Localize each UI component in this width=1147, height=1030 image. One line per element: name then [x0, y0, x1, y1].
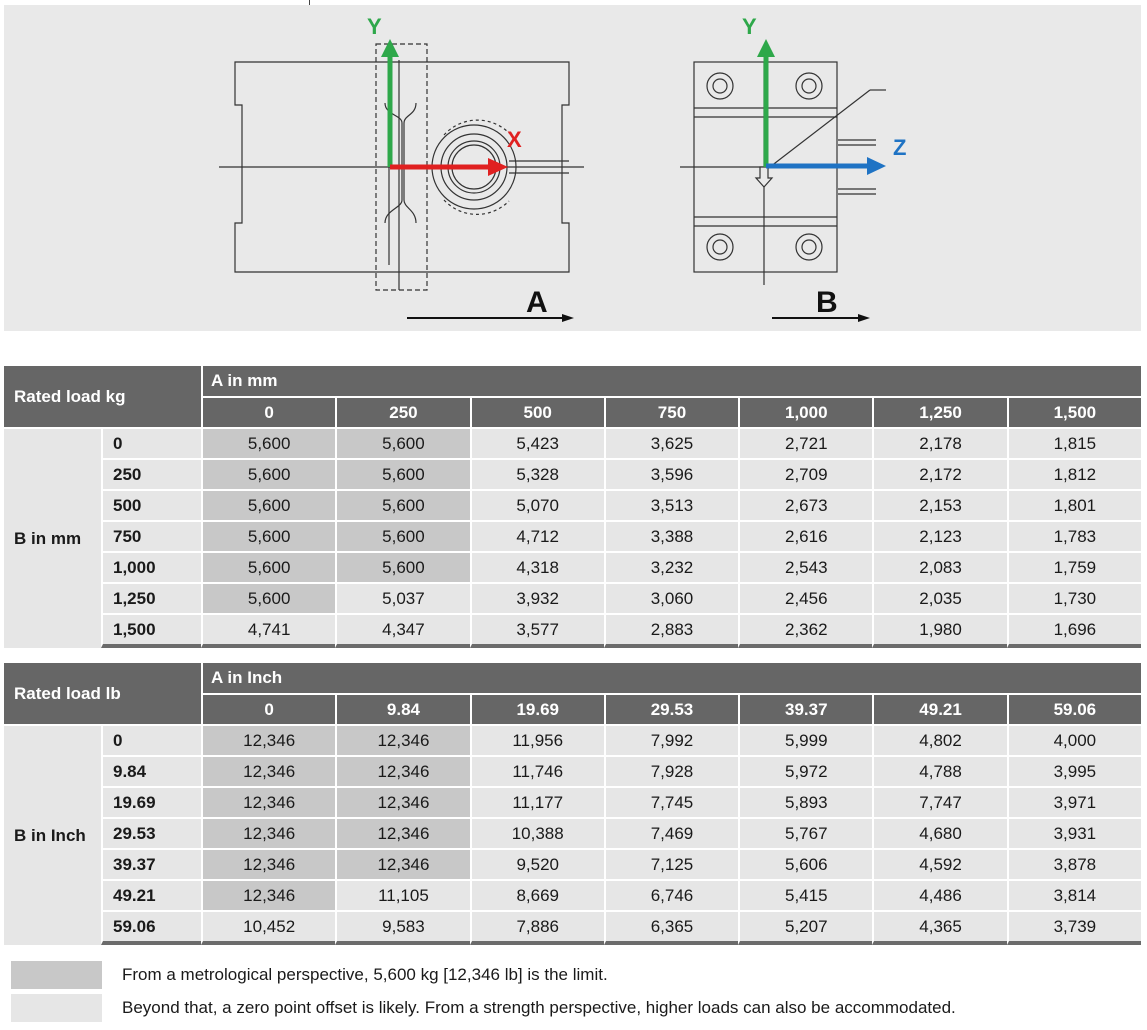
- table-cell: 1,730: [1007, 582, 1141, 613]
- y-axis-arrow-b: [757, 39, 775, 167]
- table-cell: 10,452: [201, 910, 335, 945]
- table-cell: 12,346: [335, 724, 469, 755]
- table-cell: 12,346: [201, 724, 335, 755]
- table-cell: 5,600: [335, 458, 469, 489]
- column-header: 1,250: [872, 396, 1006, 427]
- table-cell: 4,802: [872, 724, 1006, 755]
- table-cell: 1,759: [1007, 551, 1141, 582]
- column-header: 250: [335, 396, 469, 427]
- table-cell: 5,606: [738, 848, 872, 879]
- table-cell: 2,721: [738, 427, 872, 458]
- table-cell: 5,600: [335, 427, 469, 458]
- table-cell: 5,600: [201, 458, 335, 489]
- z-axis-arrow-b: [766, 157, 886, 175]
- table-cell: 12,346: [335, 755, 469, 786]
- table-cell: 4,486: [872, 879, 1006, 910]
- table-cell: 3,971: [1007, 786, 1141, 817]
- table-cell: 3,931: [1007, 817, 1141, 848]
- table-cell: 10,388: [470, 817, 604, 848]
- table-cell: 11,177: [470, 786, 604, 817]
- label-z-b: Z: [893, 135, 907, 160]
- table-cell: 7,747: [872, 786, 1006, 817]
- load-direction-figure: [4, 5, 1141, 331]
- table-cell: 3,232: [604, 551, 738, 582]
- label-x-a: X: [507, 127, 522, 152]
- table-cell: 3,932: [470, 582, 604, 613]
- direction-arrow-a: [407, 314, 574, 322]
- table-cell: 4,712: [470, 520, 604, 551]
- table-cell: 11,956: [470, 724, 604, 755]
- table-cell: 5,423: [470, 427, 604, 458]
- table-cell: 5,999: [738, 724, 872, 755]
- table-cell: 3,878: [1007, 848, 1141, 879]
- corner-header: Rated load lb: [4, 663, 201, 724]
- table-row: [4, 786, 1141, 817]
- table-cell: 5,600: [335, 551, 469, 582]
- table-cell: 1,801: [1007, 489, 1141, 520]
- table-row: [4, 910, 1141, 945]
- table-cell: 5,600: [201, 551, 335, 582]
- legend-text-offset: Beyond that, a zero point offset is likely. From a strength perspective, higher loads can also be accommodated.: [122, 998, 956, 1017]
- table-cell: 4,592: [872, 848, 1006, 879]
- table-row: [4, 879, 1141, 910]
- label-view-b: B: [816, 286, 838, 319]
- table-cell: 1,980: [872, 613, 1006, 648]
- table-cell: 3,577: [470, 613, 604, 648]
- row-header: 0: [101, 724, 201, 755]
- table-row: [4, 551, 1141, 582]
- table-row: [4, 613, 1141, 648]
- corner-header: Rated load kg: [4, 366, 201, 427]
- table-row: [4, 848, 1141, 879]
- table-cell: 6,746: [604, 879, 738, 910]
- table-cell: 5,207: [738, 910, 872, 945]
- row-header: 9.84: [101, 755, 201, 786]
- table-cell: 12,346: [201, 755, 335, 786]
- table-cell: 12,346: [201, 817, 335, 848]
- column-header: 500: [470, 396, 604, 427]
- legend-text-limit: From a metrological perspective, 5,600 kg [12,346 lb] is the limit.: [122, 965, 608, 984]
- column-header: 1,000: [738, 396, 872, 427]
- row-header: 29.53: [101, 817, 201, 848]
- table-cell: 5,328: [470, 458, 604, 489]
- table-cell: 12,346: [335, 817, 469, 848]
- table-row: [4, 427, 1141, 458]
- table-cell: 3,060: [604, 582, 738, 613]
- table-cell: 12,346: [201, 848, 335, 879]
- table-cell: 5,600: [201, 427, 335, 458]
- row-header: 39.37: [101, 848, 201, 879]
- technical-drawing: [4, 5, 1141, 331]
- table-cell: 7,125: [604, 848, 738, 879]
- table-cell: 5,415: [738, 879, 872, 910]
- column-header: 19.69: [470, 693, 604, 724]
- table-cell: 8,669: [470, 879, 604, 910]
- a-axis-header: A in Inch: [201, 663, 1141, 693]
- table-cell: 2,172: [872, 458, 1006, 489]
- table-cell: 12,346: [335, 848, 469, 879]
- table-cell: 4,365: [872, 910, 1006, 945]
- table-cell: 3,625: [604, 427, 738, 458]
- table-cell: 2,178: [872, 427, 1006, 458]
- table-cell: 3,739: [1007, 910, 1141, 945]
- column-header: 29.53: [604, 693, 738, 724]
- table-cell: 3,388: [604, 520, 738, 551]
- table-cell: 1,815: [1007, 427, 1141, 458]
- column-header: 59.06: [1007, 693, 1141, 724]
- label-view-a: A: [526, 286, 548, 319]
- table-cell: 5,600: [335, 489, 469, 520]
- column-header: 750: [604, 396, 738, 427]
- table-cell: 5,070: [470, 489, 604, 520]
- table-cell: 7,745: [604, 786, 738, 817]
- table-cell: 5,600: [335, 520, 469, 551]
- legend-swatch-limit: [11, 961, 102, 989]
- table-cell: 2,362: [738, 613, 872, 648]
- table-cell: 5,600: [201, 582, 335, 613]
- a-axis-header: A in mm: [201, 366, 1141, 396]
- table-cell: 2,083: [872, 551, 1006, 582]
- row-header: 250: [101, 458, 201, 489]
- row-header: 1,500: [101, 613, 201, 648]
- table-cell: 12,346: [201, 786, 335, 817]
- rated-load-kg-table: [4, 366, 1141, 648]
- row-header: 750: [101, 520, 201, 551]
- table-cell: 3,596: [604, 458, 738, 489]
- column-header: 0: [201, 396, 335, 427]
- table-cell: 1,696: [1007, 613, 1141, 648]
- row-header: 19.69: [101, 786, 201, 817]
- table-row: [4, 520, 1141, 551]
- table-cell: 4,788: [872, 755, 1006, 786]
- table-cell: 7,886: [470, 910, 604, 945]
- table-row: [4, 817, 1141, 848]
- column-header: 49.21: [872, 693, 1006, 724]
- table-cell: 9,583: [335, 910, 469, 945]
- table-cell: 2,883: [604, 613, 738, 648]
- table-cell: 5,037: [335, 582, 469, 613]
- table-cell: 7,928: [604, 755, 738, 786]
- table-cell: 4,347: [335, 613, 469, 648]
- row-header: 0: [101, 427, 201, 458]
- row-header: 49.21: [101, 879, 201, 910]
- row-header: 1,000: [101, 551, 201, 582]
- row-header: 59.06: [101, 910, 201, 945]
- table-cell: 12,346: [201, 879, 335, 910]
- table-cell: 2,709: [738, 458, 872, 489]
- column-header: 9.84: [335, 693, 469, 724]
- rated-load-lb-table: [4, 663, 1141, 945]
- column-header: 39.37: [738, 693, 872, 724]
- label-y-b: Y: [742, 14, 757, 39]
- table-cell: 7,469: [604, 817, 738, 848]
- y-axis-arrow-a: [381, 39, 399, 167]
- column-header: 0: [201, 693, 335, 724]
- table-cell: 11,105: [335, 879, 469, 910]
- b-axis-header: B in Inch: [4, 724, 101, 945]
- table-cell: 4,680: [872, 817, 1006, 848]
- table-cell: 2,616: [738, 520, 872, 551]
- table-cell: 5,600: [201, 489, 335, 520]
- label-y-a: Y: [367, 14, 382, 39]
- b-axis-header: B in mm: [4, 427, 101, 648]
- table-cell: 6,365: [604, 910, 738, 945]
- table-cell: 2,543: [738, 551, 872, 582]
- row-header: 500: [101, 489, 201, 520]
- table-cell: 3,995: [1007, 755, 1141, 786]
- table-row: [4, 755, 1141, 786]
- table-cell: 2,673: [738, 489, 872, 520]
- table-cell: 3,513: [604, 489, 738, 520]
- legend-swatch-offset: [11, 994, 102, 1022]
- table-cell: 4,741: [201, 613, 335, 648]
- table-cell: 2,153: [872, 489, 1006, 520]
- table-cell: 2,123: [872, 520, 1006, 551]
- table-cell: 1,812: [1007, 458, 1141, 489]
- table-row: [4, 489, 1141, 520]
- table-cell: 4,000: [1007, 724, 1141, 755]
- table-cell: 12,346: [335, 786, 469, 817]
- table-row: [4, 582, 1141, 613]
- table-cell: 2,035: [872, 582, 1006, 613]
- table-cell: 5,893: [738, 786, 872, 817]
- table-row: [4, 724, 1141, 755]
- table-cell: 9,520: [470, 848, 604, 879]
- table-row: [4, 458, 1141, 489]
- table-cell: 3,814: [1007, 879, 1141, 910]
- table-cell: 11,746: [470, 755, 604, 786]
- table-cell: 5,600: [201, 520, 335, 551]
- row-header: 1,250: [101, 582, 201, 613]
- table-cell: 4,318: [470, 551, 604, 582]
- column-header: 1,500: [1007, 396, 1141, 427]
- table-cell: 1,783: [1007, 520, 1141, 551]
- table-cell: 2,456: [738, 582, 872, 613]
- table-cell: 5,767: [738, 817, 872, 848]
- table-cell: 7,992: [604, 724, 738, 755]
- table-cell: 5,972: [738, 755, 872, 786]
